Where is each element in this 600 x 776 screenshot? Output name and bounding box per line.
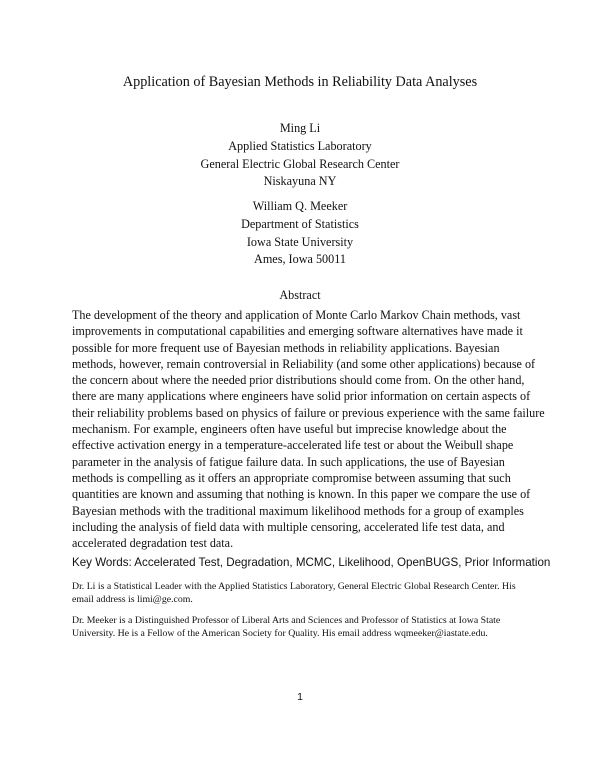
abstract-line: possible for more frequent use of Bayesian methods in reliability applications. Bayesian <box>72 340 500 355</box>
footnote-line: email address is limi@ge.com. <box>72 594 193 606</box>
footnote-line: Dr. Meeker is a Distinguished Professor of Liberal Arts and Sciences and Professor of Statistics at Iowa State <box>72 615 501 626</box>
footnote-line: Dr. Li is a Statistical Leader with the Applied Statistics Laboratory, General Electric Global Research Center. His <box>72 581 516 592</box>
author-affiliation-line: General Electric Global Research Center <box>200 156 400 171</box>
abstract-line: The development of the theory and application of Monte Carlo Markov Chain methods, vast <box>72 308 521 322</box>
abstract-body <box>72 307 545 551</box>
abstract-heading: Abstract <box>279 288 321 302</box>
author-block-2 <box>0 198 600 269</box>
keywords: Key Words: Accelerated Test, Degradation, MCMC, Likelihood, OpenBUGS, Prior Information <box>72 556 551 569</box>
abstract-line: methods, however, remain controversial in Reliability (and some other applications) because of <box>72 356 536 371</box>
abstract-line: Bayesian methods with the traditional maximum likelihood methods for a group of examples <box>72 503 524 518</box>
abstract-line: mechanism. For example, engineers often have useful but imprecise knowledge about the <box>72 422 507 437</box>
footnote-line: University. He is a Fellow of the American Society for Quality. His email address wqmeeker@iastate.edu. <box>72 628 488 640</box>
abstract-line: there are many applications where engineers have solid prior information on certain aspects of <box>72 389 531 404</box>
author-affiliation-line: Iowa State University <box>246 234 354 249</box>
footnote-li <box>72 580 542 607</box>
abstract-line: methods is compelling as it offers an appropriate compromise between assuming that such <box>72 470 511 485</box>
author-affiliation-line: Ames, Iowa 50011 <box>254 252 346 267</box>
page-number: 1 <box>297 691 303 703</box>
author-block-1 <box>0 120 600 191</box>
abstract-line: the concern about where the needed prior distributions should come from. On the other hand, <box>72 373 525 388</box>
abstract-line: effective activation energy in a temperature-accelerated life test or about the Weibull shape <box>72 438 514 453</box>
author-name: William Q. Meeker <box>252 199 348 213</box>
abstract-line: their reliability problems based on physics of failure or previous experience with the same failure <box>72 405 545 420</box>
author-name: Ming Li <box>279 121 321 135</box>
abstract-line: improvements in computational capabilities and emerging software alternatives have made it <box>72 324 523 339</box>
author-affiliation-line: Niskayuna NY <box>263 174 337 189</box>
author-affiliation-line: Department of Statistics <box>241 216 359 231</box>
author-affiliation-line: Applied Statistics Laboratory <box>228 138 372 153</box>
abstract-line: accelerated degradation test data. <box>72 536 234 551</box>
abstract-line: including the analysis of field data with multiple censoring, accelerated life test data, and <box>72 519 505 534</box>
abstract-line: quantities are known and assuming that nothing is known. In this paper we compare the use of <box>72 487 531 502</box>
footnote-meeker <box>72 614 542 641</box>
paper-title: Application of Bayesian Methods in Reliability Data Analyses <box>122 74 478 90</box>
abstract-line: parameter in the analysis of fatigue failure data. In such applications, the use of Bayesian <box>72 454 505 469</box>
